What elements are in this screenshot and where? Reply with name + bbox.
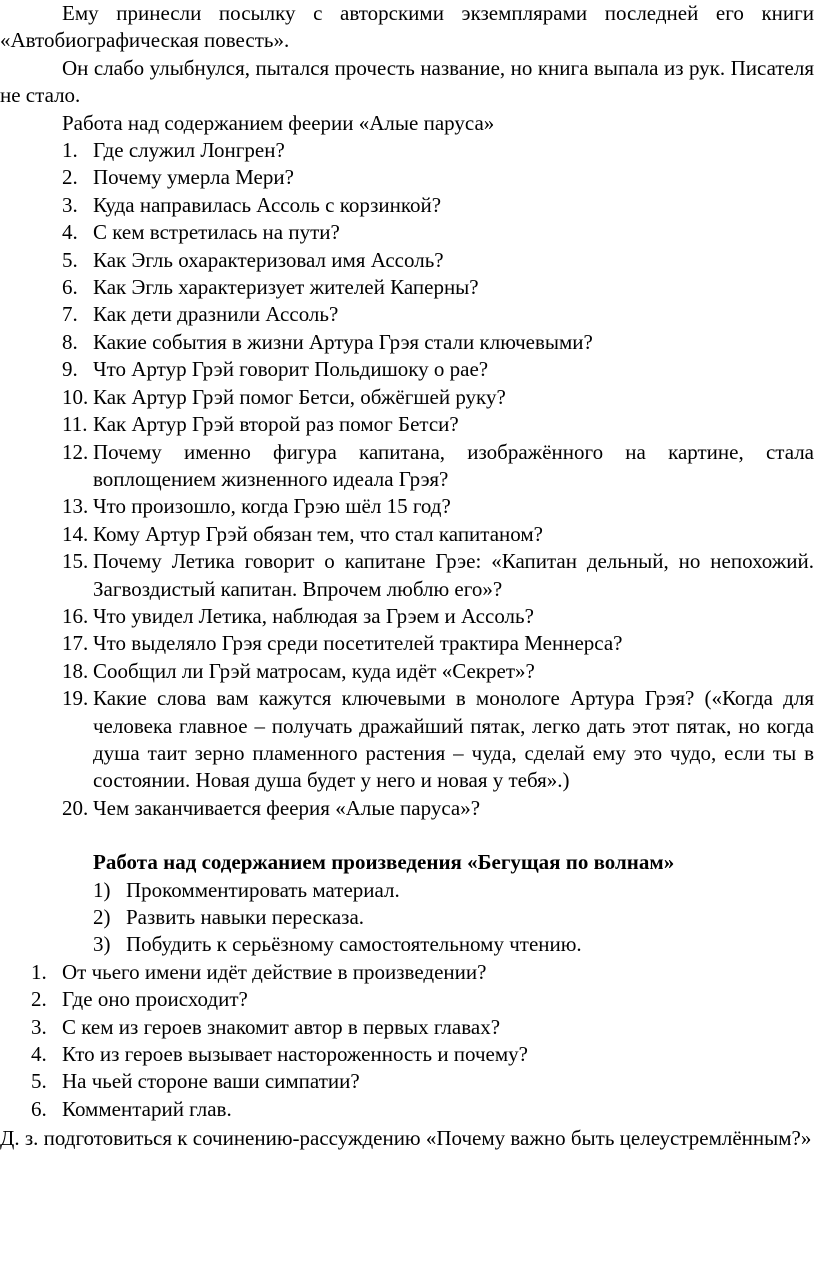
list-item-text: Комментарий глав. <box>62 1096 232 1121</box>
list-item-text: На чьей стороне ваши симпатии? <box>62 1069 360 1094</box>
list-item-text: Почему Летика говорит о капитане Грэе: «Капитан дельный, но непохожий. Загвоздистый капитан. Впрочем люблю его»? <box>93 549 814 601</box>
section1-question-list <box>0 137 816 822</box>
list-item-text: Прокомментировать материал. <box>126 877 400 902</box>
list-item <box>0 877 816 904</box>
list-item-text: Как Артур Грэй помог Бетси, обжёгшей руку? <box>93 384 506 409</box>
list-item-text: Как Артур Грэй второй раз помог Бетси? <box>93 412 459 437</box>
list-item <box>0 274 816 301</box>
list-item-number: 2. <box>62 165 78 190</box>
list-item <box>0 630 816 657</box>
list-item-number: 17. <box>62 631 89 656</box>
list-item-number: 1. <box>62 138 78 163</box>
list-item <box>0 247 816 274</box>
intro-paragraph-1: Ему принесли посылку с авторскими экземплярами последней его книги «Автобиографическая повесть». <box>0 1 814 53</box>
list-item-number: 13. <box>62 494 89 519</box>
list-item-number: 6. <box>62 275 78 300</box>
list-item-text: Что увидел Летика, наблюдая за Грэем и Ассоль? <box>93 603 534 628</box>
list-item-number: 1. <box>31 959 47 984</box>
list-item-text: От чьего имени идёт действие в произведении? <box>62 959 487 984</box>
intro-paragraph-2: Он слабо улыбнулся, пытался прочесть название, но книга выпала из рук. Писателя не стало. <box>0 55 814 108</box>
list-item-text: Что выделяло Грэя среди посетителей трактира Меннерса? <box>93 631 623 656</box>
list-item-text: Побудить к серьёзному самостоятельному чтению. <box>126 932 582 957</box>
list-item-number: 15. <box>62 549 89 574</box>
list-item-number: 3) <box>93 932 111 957</box>
list-item <box>0 356 816 383</box>
list-item <box>0 521 816 548</box>
list-item-text: С кем встретилась на пути? <box>93 220 340 245</box>
list-item-text: Как Эгль характеризует жителей Каперны? <box>93 275 479 300</box>
list-item <box>0 1014 816 1041</box>
homework-text: Д. з. подготовиться к сочинению-рассуждению «Почему важно быть целеустремлённым?» <box>0 1126 812 1151</box>
list-item-text: С кем из героев знакомит автор в первых главах? <box>62 1014 501 1039</box>
list-item-number: 3. <box>31 1014 47 1039</box>
list-item <box>0 1068 816 1095</box>
list-item-number: 8. <box>62 329 78 354</box>
list-item-number: 6. <box>31 1096 47 1121</box>
list-item-text: Как дети дразнили Ассоль? <box>93 302 339 327</box>
list-item-number: 19. <box>62 686 89 711</box>
list-item-text: Куда направилась Ассоль с корзинкой? <box>93 192 442 217</box>
list-item <box>0 904 816 931</box>
list-item-text: Как Эгль охарактеризовал имя Ассоль? <box>93 247 444 272</box>
list-item-text: Какие события в жизни Артура Грэя стали ключевыми? <box>93 329 593 354</box>
list-item-number: 5. <box>31 1069 47 1094</box>
list-item <box>0 137 816 164</box>
list-item-text: Кто из героев вызывает настороженность и почему? <box>62 1042 528 1067</box>
list-item <box>0 685 816 795</box>
list-item <box>0 1041 816 1068</box>
list-item-number: 12. <box>62 439 89 464</box>
list-item-number: 1) <box>93 877 111 902</box>
list-item-number: 11. <box>62 412 88 437</box>
list-item-text: Почему именно фигура капитана, изображённого на картине, стала воплощением жизненного идеала Грэя? <box>93 439 814 491</box>
list-item <box>0 1096 816 1123</box>
list-item-number: 10. <box>62 384 89 409</box>
list-item-text: Чем заканчивается феерия «Алые паруса»? <box>93 795 481 820</box>
list-item-text: Сообщил ли Грэй матросам, куда идёт «Секрет»? <box>93 658 535 683</box>
list-item <box>0 493 816 520</box>
list-item <box>0 329 816 356</box>
list-item-number: 18. <box>62 658 89 683</box>
section1-heading: Работа над содержанием феерии «Алые паруса» <box>62 110 495 135</box>
spacer <box>0 822 816 849</box>
list-item-number: 4. <box>31 1042 47 1067</box>
list-item-number: 20. <box>62 795 89 820</box>
list-item-number: 14. <box>62 521 89 546</box>
list-item-text: Что произошло, когда Грэю шёл 15 год? <box>93 494 451 519</box>
list-item-number: 4. <box>62 220 78 245</box>
list-item-number: 16. <box>62 603 89 628</box>
list-item <box>0 219 816 246</box>
section2-tasks-list <box>0 959 816 1123</box>
list-item <box>0 986 816 1013</box>
list-item-number: 2) <box>93 905 111 929</box>
list-item <box>0 439 816 494</box>
list-item <box>0 192 816 219</box>
list-item <box>0 931 816 958</box>
section2-heading: Работа над содержанием произведения «Бегущая по волнам» <box>93 850 675 875</box>
list-item-text: Почему умерла Мери? <box>93 165 294 190</box>
list-item-text: Где оно происходит? <box>62 987 248 1012</box>
list-item-number: 3. <box>62 192 78 217</box>
list-item <box>0 548 816 603</box>
list-item-text: Где служил Лонгрен? <box>93 138 285 163</box>
list-item <box>0 301 816 328</box>
list-item <box>0 603 816 630</box>
list-item-text: Какие слова вам кажутся ключевыми в монологе Артура Грэя? («Когда для человека главное – получать дражайший пятак, легко дать этот пятак, но когда душа таит зерно пламенного растения – чуда, сделай ему это чудо, если ты в состоянии. Новая душа будет у него и новая у тебя».) <box>93 686 814 793</box>
list-item-text: Развить навыки пересказа. <box>126 905 365 929</box>
list-item <box>0 384 816 411</box>
list-item <box>0 164 816 191</box>
list-item <box>0 795 816 822</box>
list-item <box>0 411 816 438</box>
list-item-text: Что Артур Грэй говорит Польдишоку о рае? <box>93 357 489 382</box>
list-item <box>0 658 816 685</box>
list-item-number: 7. <box>62 302 78 327</box>
list-item-text: Кому Артур Грэй обязан тем, что стал капитаном? <box>93 521 544 546</box>
list-item-number: 5. <box>62 247 78 272</box>
list-item-number: 9. <box>62 357 78 382</box>
section2-goals-list <box>0 877 816 959</box>
list-item <box>0 959 816 986</box>
list-item-number: 2. <box>31 987 47 1012</box>
